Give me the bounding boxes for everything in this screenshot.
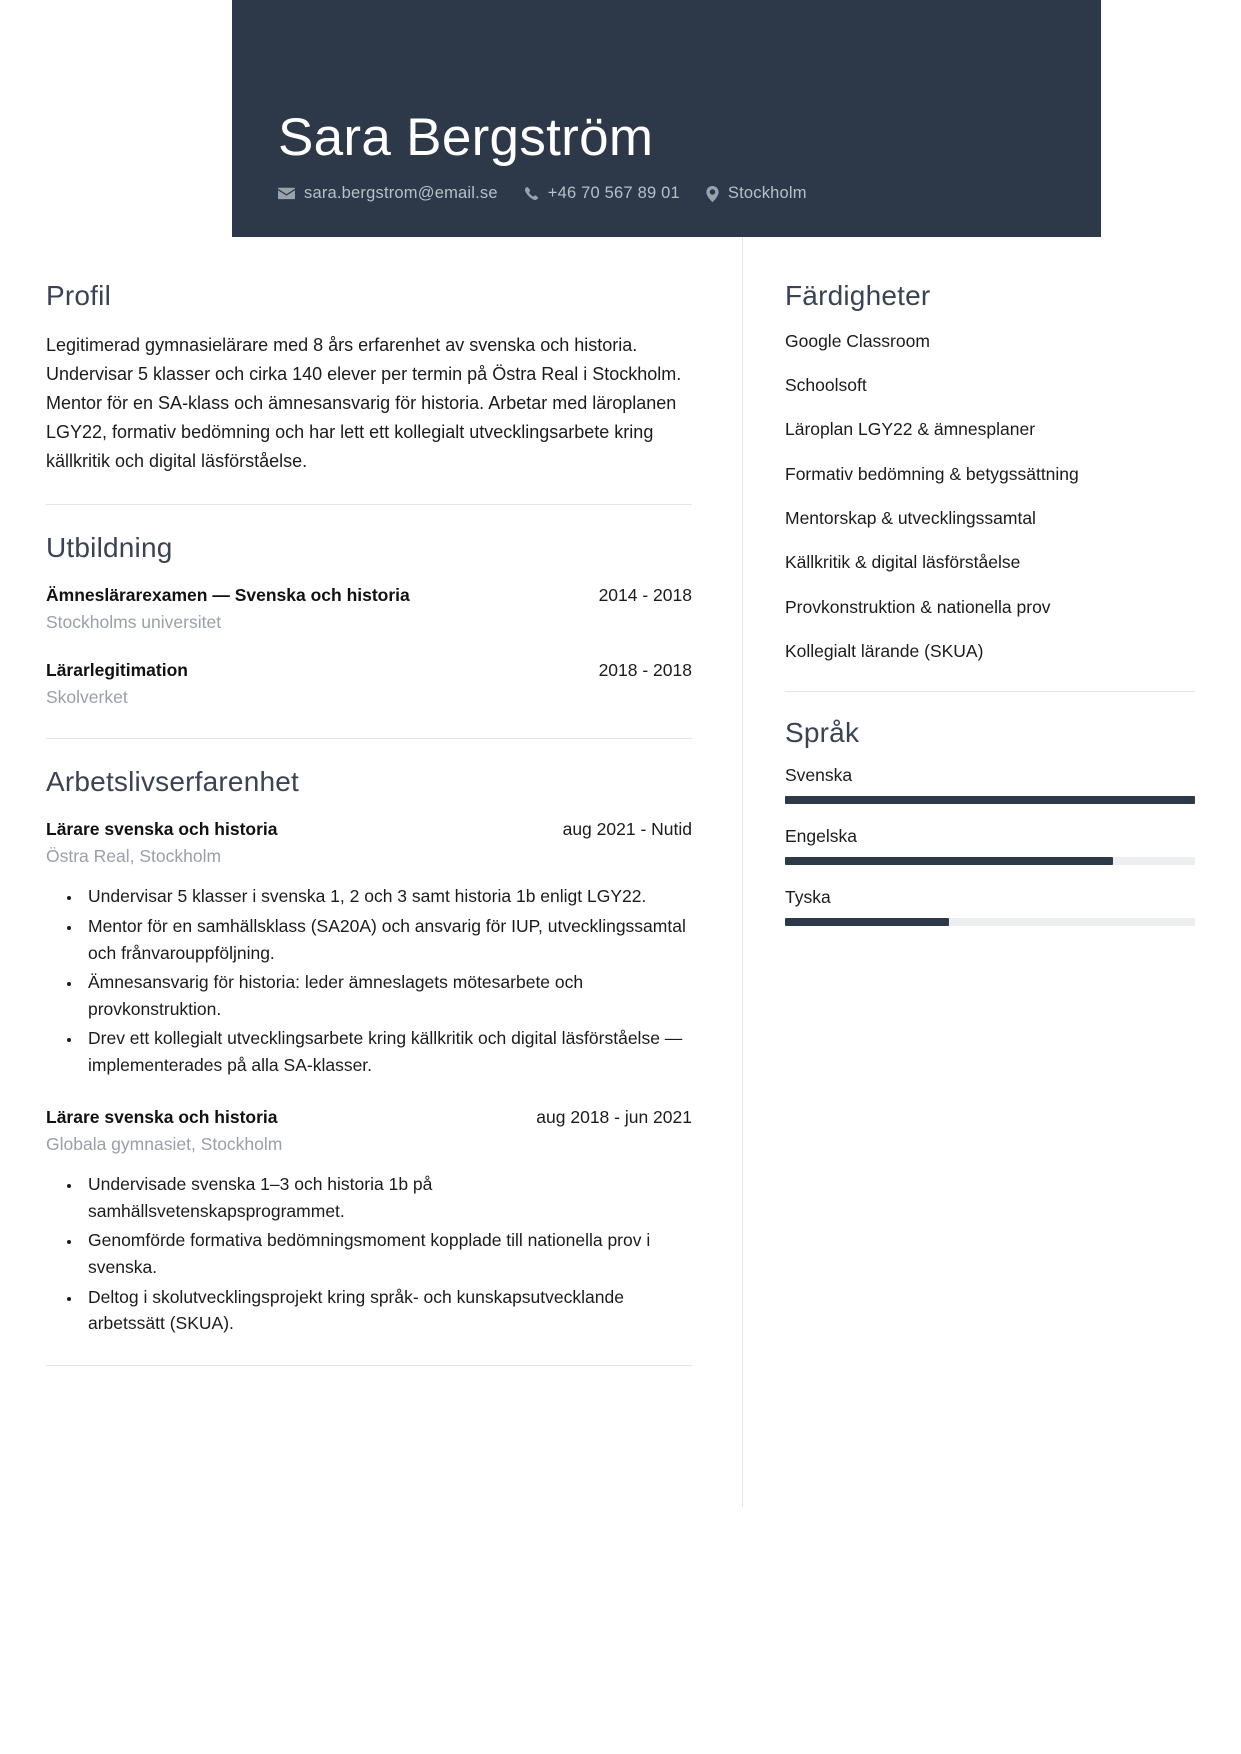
skill-item: Schoolsoft [785,374,867,395]
language-item [785,887,1195,926]
language-level-track [785,857,1195,865]
education-entry-head [46,583,692,608]
education-entry [46,658,692,711]
education-entry-date: 2014 - 2018 [598,584,692,605]
list-item: • Undervisar 5 klasser i svenska 1, 2 och 3 samt historia 1b enligt LGY22. [82,883,692,910]
language-item [785,765,1195,804]
section-profile [46,279,692,476]
experience-bullet-list [46,1171,692,1337]
contact-location-value: Stockholm [727,184,807,202]
education-entry-title: Ämneslärarexamen — Svenska och historia [46,584,410,605]
resume-body [0,237,1241,1507]
section-skills [785,279,1195,665]
contact-email [278,184,498,203]
side-column [742,237,1241,1507]
list-item: • Ämnesansvarig för historia: leder ämneslagets mötesarbete och provkonstruktion. [82,969,692,1022]
skill-item: Google Classroom [785,330,930,351]
education-entry-date: 2018 - 2018 [598,659,692,680]
main-column [0,237,742,1392]
list-item: • Genomförde formativa bedömningsmoment kopplade till nationella prov i svenska. [82,1227,692,1280]
skill-item: Kollegialt lärande (SKUA) [785,641,984,662]
divider [46,504,692,505]
list-item: • Deltog i skolutvecklingsprojekt kring språk- och kunskapsutvecklande arbetssätt (SKUA). [82,1284,692,1337]
skill-item: Källkritik & digital läsförståelse [785,552,1021,573]
language-name: Svenska [785,765,853,786]
language-item [785,826,1195,865]
list-item: • Mentor för en samhällsklass (SA20A) och ansvarig för IUP, utvecklingssamtal och frånvarouppföljning. [82,913,692,966]
skill-item: Mentorskap & utvecklingssamtal [785,508,1036,529]
experience-entry-head [46,1105,692,1130]
language-level-track [785,918,1195,926]
phone-icon [524,186,539,201]
skill-item: Provkonstruktion & nationella prov [785,596,1051,617]
experience-entry-head [46,817,692,842]
experience-entry-title: Lärare svenska och historia [46,1106,278,1127]
education-entry [46,583,692,636]
language-name: Engelska [785,826,857,847]
contact-email-value: sara.bergstrom@email.se [304,184,498,202]
experience-entry [46,1105,692,1337]
list-item: • Undervisade svenska 1–3 och historia 1b på samhällsvetenskapsprogrammet. [82,1171,692,1224]
language-level-fill [785,918,949,926]
profile-text: Legitimerad gymnasielärare med 8 års erfarenhet av svenska och historia. Undervisar 5 klasser och cirka 140 elever per termin på Östra Real i Stockholm. Mentor för en SA-klass och ämnesansvarig för historia. Arbetar med läroplanen LGY22, formativ bedömning och har lett ett kollegialt utvecklingsarbete kring källkritik och digital läsförståelse. [46,334,682,472]
skill-item: Formativ bedömning & betygssättning [785,463,1079,484]
resume-header [232,0,1101,237]
section-experience [46,765,692,1337]
languages-heading: Språk [785,716,860,748]
language-level-track [785,796,1195,804]
section-languages [785,716,1195,927]
education-entry-head [46,658,692,683]
section-education [46,531,692,710]
profile-heading: Profil [46,280,111,311]
language-name: Tyska [785,887,831,908]
divider [46,738,692,739]
education-entry-org: Skolverket [46,686,128,707]
skill-item: Läroplan LGY22 & ämnesplaner [785,419,1036,440]
contact-location [706,184,807,203]
language-level-fill [785,857,1113,865]
divider [46,1365,692,1366]
envelope-icon [278,187,295,200]
education-heading: Utbildning [46,532,173,564]
divider [785,691,1195,692]
location-pin-icon [706,186,719,202]
education-entry-title: Lärarlegitimation [46,659,188,680]
experience-bullet-list [46,883,692,1078]
skills-heading: Färdigheter [785,280,931,311]
language-level-fill [785,796,1195,804]
experience-entry [46,817,692,1079]
candidate-name: Sara Bergström [278,107,654,167]
experience-entry-date: aug 2018 - jun 2021 [536,1106,692,1127]
education-entry-org: Stockholms universitet [46,612,222,633]
experience-entry-title: Lärare svenska och historia [46,818,278,839]
contact-phone [524,184,680,203]
list-item: • Drev ett kollegialt utvecklingsarbete kring källkritik och digital läsförståelse — implementerades på alla SA-klasser. [82,1025,692,1078]
contact-row [278,184,1101,203]
experience-entry-date: aug 2021 - Nutid [562,818,692,839]
contact-phone-value: +46 70 567 89 01 [547,184,680,202]
experience-heading: Arbetslivserfarenhet [46,766,300,798]
experience-entry-org: Globala gymnasiet, Stockholm [46,1133,283,1154]
experience-entry-org: Östra Real, Stockholm [46,846,222,867]
